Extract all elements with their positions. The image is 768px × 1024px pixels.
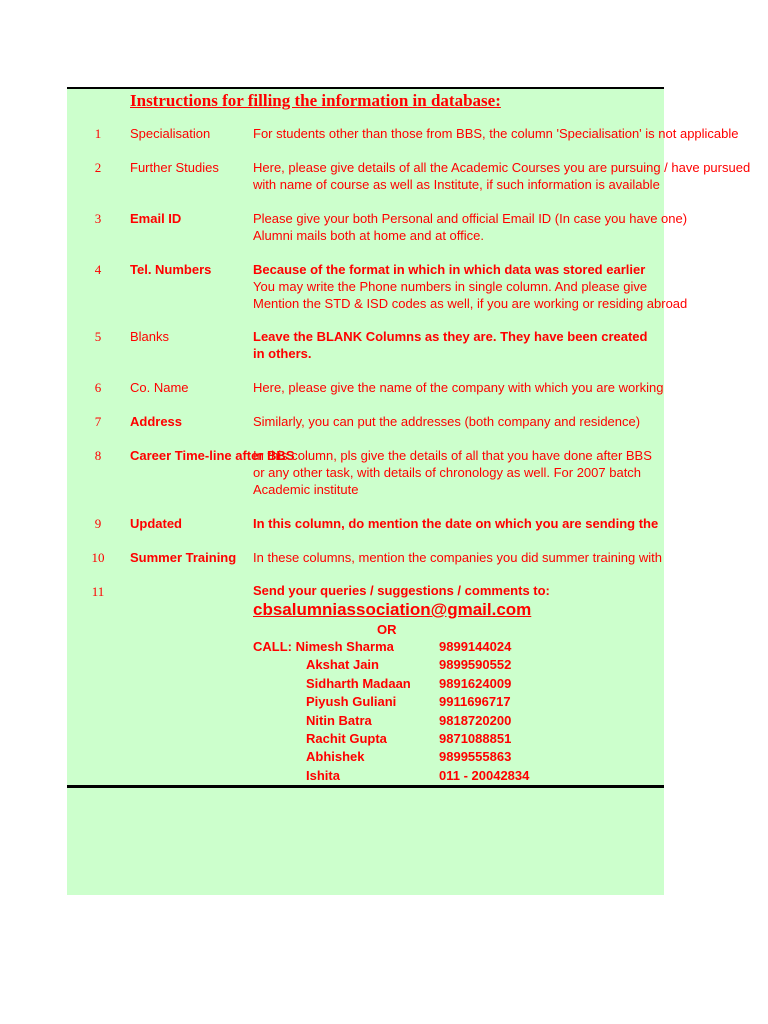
row-number: 6 <box>94 380 102 395</box>
contact-phone: 9899590552 <box>439 657 512 673</box>
contact-row <box>253 693 664 711</box>
row-label: Career Time-line after BBS <box>130 448 295 463</box>
description-line: Mention the STD & ISD codes as well, if you are working or residing abroad <box>253 296 688 311</box>
spreadsheet-area <box>67 87 751 895</box>
description-line: Here, please give details of all the Academic Courses you are pursuing / have pursued <box>253 160 751 175</box>
contact-name: CALL: Nimesh Sharma <box>253 639 394 654</box>
row-description <box>253 549 664 566</box>
row-number: 8 <box>94 448 102 463</box>
row-label: Co. Name <box>130 380 189 395</box>
description-line: in others. <box>253 346 312 361</box>
row-label: Summer Training <box>130 550 237 565</box>
contact-name: Ishita <box>306 767 340 783</box>
row-label: Blanks <box>130 329 170 344</box>
row-label: Email ID <box>130 211 182 226</box>
row-number: 5 <box>94 329 102 344</box>
row-description <box>253 159 751 193</box>
row-description <box>253 413 664 430</box>
contact-row <box>253 730 664 748</box>
contact-phone: 9899555863 <box>439 749 512 765</box>
contact-phone: 9818720200 <box>439 712 512 728</box>
row-label: Specialisation <box>130 126 211 141</box>
contact-phone: 9911696717 <box>439 694 511 710</box>
description-line: For students other than those from BBS, the column 'Specialisation' is not applicable <box>253 126 739 141</box>
contact-row <box>253 656 664 674</box>
row-label: Address <box>130 414 183 429</box>
description-line: Similarly, you can put the addresses (both company and residence) <box>253 414 641 429</box>
description-line: Leave the BLANK Columns as they are. They have been created <box>253 329 648 344</box>
row-description <box>253 379 664 396</box>
or-text: OR <box>377 622 397 637</box>
row-number: 9 <box>94 516 102 531</box>
contact-email-link[interactable]: cbsalumniassociation@gmail.com <box>253 600 532 619</box>
description-line: Alumni mails both at home and at office. <box>253 228 484 243</box>
row-label: Further Studies <box>130 160 219 175</box>
description-line: You may write the Phone numbers in single column. And please give <box>253 279 648 294</box>
row-number: 3 <box>94 211 102 226</box>
row-label: Tel. Numbers <box>130 262 212 277</box>
row-number: 2 <box>94 160 102 175</box>
row-number: 10 <box>91 550 105 565</box>
row-number: 7 <box>94 414 102 429</box>
description-line: Because of the format in which in which data was stored earlier <box>253 262 646 277</box>
row-number: 4 <box>94 262 102 277</box>
queries-text: Send your queries / suggestions / comments to: <box>253 583 550 598</box>
contact-list <box>253 638 664 785</box>
contact-phone: 9899144024 <box>439 639 512 654</box>
contact-phone: 011 - 20042834 <box>439 767 530 783</box>
contact-row <box>253 675 664 693</box>
contact-row <box>253 712 664 730</box>
contact-block <box>253 582 664 785</box>
row-description <box>253 515 664 532</box>
row-description <box>253 328 664 362</box>
row-number: 11 <box>91 584 105 599</box>
description-line: or any other task, with details of chronology as well. For 2007 batch <box>253 465 642 480</box>
contact-name: Akshat Jain <box>306 657 379 673</box>
row-description <box>253 447 664 498</box>
contact-row <box>253 767 664 785</box>
contact-row <box>253 638 664 656</box>
row-description <box>253 261 688 312</box>
contact-name: Rachit Gupta <box>306 730 387 746</box>
description-line: Here, please give the name of the company with which you are working <box>253 380 664 395</box>
top-border <box>67 87 664 89</box>
row-description <box>253 210 688 244</box>
row-description <box>253 125 739 142</box>
description-line: Academic institute <box>253 482 359 497</box>
description-line: In this column, do mention the date on which you are sending the <box>253 516 659 531</box>
contact-name: Nitin Batra <box>306 712 372 728</box>
contact-name: Piyush Guliani <box>306 694 397 710</box>
row-label: Updated <box>130 516 182 531</box>
description-line: Please give your both Personal and official Email ID (In case you have one) <box>253 211 688 226</box>
description-line: In this column, pls give the details of all that you have done after BBS <box>253 448 652 463</box>
contact-phone: 9891624009 <box>439 675 512 691</box>
bottom-border <box>67 785 664 788</box>
contact-name: Abhishek <box>306 749 365 765</box>
contact-row <box>253 748 664 766</box>
row-number: 1 <box>94 126 102 141</box>
description-line: In these columns, mention the companies you did summer training with <box>253 550 662 565</box>
contact-phone: 9871088851 <box>439 730 512 746</box>
page-title: Instructions for filling the information in database: <box>130 91 501 110</box>
description-line: with name of course as well as Institute, if such information is available <box>253 177 660 192</box>
contact-name: Sidharth Madaan <box>306 675 411 691</box>
